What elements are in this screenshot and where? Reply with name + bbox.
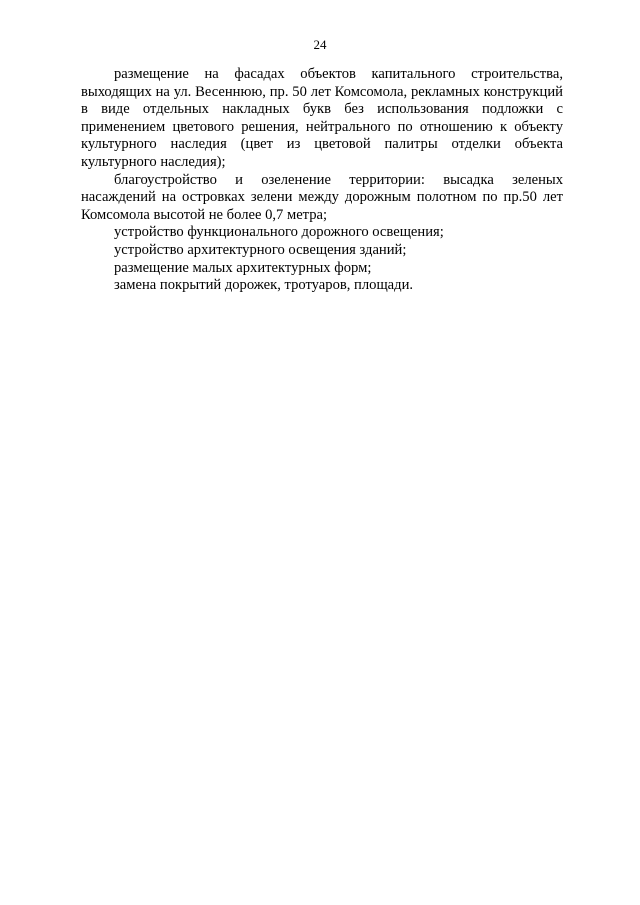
paragraph-paving-replacement: замена покрытий дорожек, тротуаров, площади. <box>114 277 414 294</box>
paragraph-road-lighting: устройство функционального дорожного освещения; <box>114 224 444 241</box>
page-number: 24 <box>313 37 327 52</box>
document-body <box>81 66 563 295</box>
paragraph-landscaping: благоустройство и озеленение территории: высадка зеленых насаждений на островках зелени между дорожным полотном по пр.50 лет Комсомола высотой не более 0,7 метра; <box>81 171 563 223</box>
paragraph-facade-advertising: размещение на фасадах объектов капитального строительства, выходящих на ул. Весеннюю, пр. 50 лет Комсомола, рекламных конструкций в виде отдельных накладных букв без использования подложки с применением цветового решения, нейтрального по отношению к объекту культурного наследия (цвет из цветовой палитры отделки объекта культурного наследия); <box>81 66 563 170</box>
paragraph-architectural-lighting: устройство архитектурного освещения зданий; <box>114 241 407 258</box>
paragraph-small-architectural-forms: размещение малых архитектурных форм; <box>114 259 372 276</box>
